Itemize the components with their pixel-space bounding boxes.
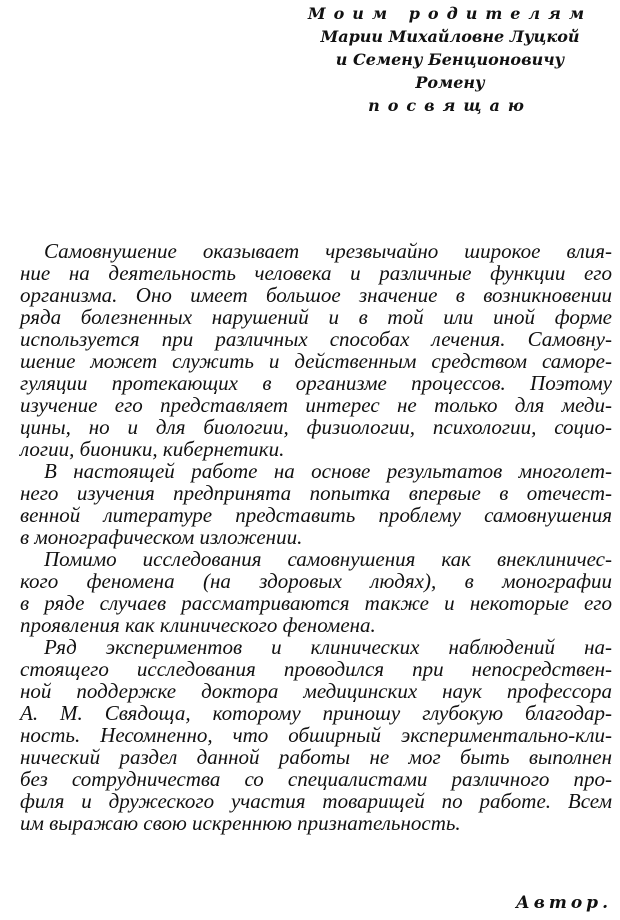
text-line: логии, бионики, кибернетики.: [20, 437, 285, 461]
dedication-line: Марии Михайловне Луцкой: [320, 27, 580, 46]
text-line: без сотрудничества со специалистами различного про-: [20, 767, 612, 791]
dedication: [300, 2, 600, 117]
text-line: цины, но и для биологии, физиологии, психологии, социо-: [20, 415, 612, 439]
text-line: А. М. Свядоща, которому приношу глубокую благодар-: [20, 701, 612, 725]
text-line: венной литературе представить проблему самовнушения: [20, 503, 612, 527]
text-line: ной поддержке доктора медицинских наук профессора: [20, 679, 612, 703]
text-line: в монографическом изложении.: [20, 525, 303, 549]
text-line: используется при различных способах лечения. Самовну-: [20, 327, 612, 351]
text-line: ние на деятельность человека и различные функции его: [20, 261, 612, 285]
text-line: филя и дружеского участия товарищей по работе. Всем: [20, 789, 612, 813]
dedication-line: посвящаю: [368, 96, 532, 115]
text-line: Ряд экспериментов и клинических наблюдений на-: [44, 635, 612, 659]
text-line: стоящего исследования проводился при непосредствен-: [20, 657, 612, 681]
text-line: организма. Оно имеет большое значение в возникновении: [20, 283, 612, 307]
text-line: кого феномена (на здоровых людях), в монографии: [20, 569, 612, 593]
dedication-line: Моим родителям: [307, 4, 593, 23]
dedication-line: и Семену Бенционовичу Ромену: [335, 50, 565, 92]
text-line: проявления как клинического феномена.: [20, 613, 376, 637]
paragraph: [20, 636, 612, 834]
paragraph: [20, 460, 612, 548]
text-line: В настоящей работе на основе результатов многолет-: [44, 459, 612, 483]
text-line: Самовнушение оказывает чрезвычайно широкое влия-: [44, 239, 612, 263]
author-signature: Автор.: [515, 893, 612, 913]
preface-text: [20, 240, 612, 834]
text-line: им выражаю свою искреннюю признательность.: [20, 811, 461, 835]
text-line: Помимо исследования самовнушения как внеклиничес-: [44, 547, 612, 571]
text-line: ряда болезненных нарушений и в той или иной форме: [20, 305, 612, 329]
text-line: нический раздел данной работы не мог быть выполнен: [20, 745, 612, 769]
text-line: шение может служить и действенным средством саморе-: [20, 349, 612, 373]
text-line: в ряде случаев рассматриваются также и некоторые его: [20, 591, 612, 615]
text-line: гуляции протекающих в организме процессов. Поэтому: [20, 371, 612, 395]
paragraph: [20, 548, 612, 636]
text-line: него изучения предпринята попытка впервые в отечест-: [20, 481, 612, 505]
paragraph: [20, 240, 612, 460]
text-line: изучение его представляет интерес не только для меди-: [20, 393, 612, 417]
text-line: ность. Несомненно, что обширный экспериментально-кли-: [20, 723, 612, 747]
